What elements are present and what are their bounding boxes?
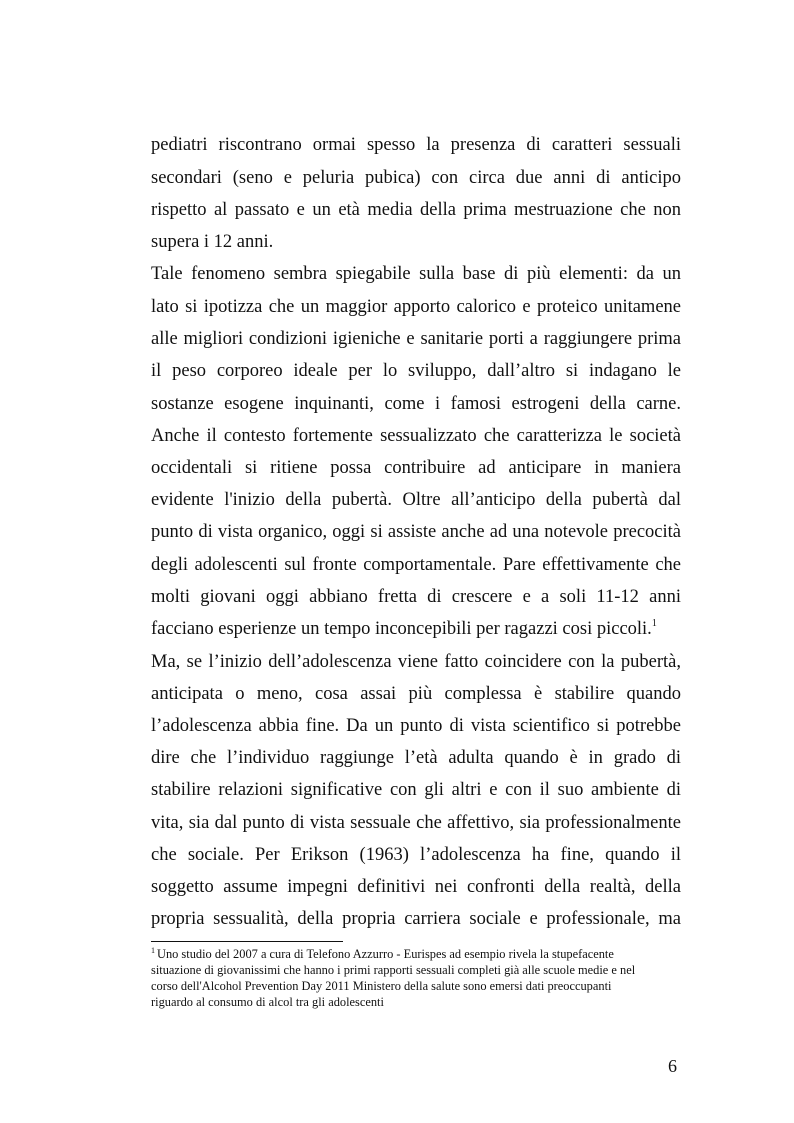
body-line: il peso corporeo ideale per lo sviluppo, dall’altro si indagano le (151, 361, 681, 381)
footnote-line (151, 946, 681, 962)
body-line-with-footnote-ref (151, 616, 681, 642)
body-line: soggetto assume impegni definitivi nei confronti della realtà, della (151, 877, 681, 897)
body-line: molti giovani oggi abbiano fretta di crescere e a soli 11-12 anni (151, 587, 681, 607)
body-line: punto di vista organico, oggi si assiste anche ad una notevole precocità (151, 522, 681, 542)
body-line: che sociale. Per Erikson (1963) l’adolescenza ha fine, quando il (151, 845, 681, 865)
body-line: anticipata o meno, cosa assai più complessa è stabilire quando (151, 684, 681, 704)
body-line: secondari (seno e peluria pubica) con circa due anni di anticipo (151, 168, 681, 188)
body-line: l’adolescenza abbia fine. Da un punto di vista scientifico si potrebbe (151, 716, 681, 736)
body-line: pediatri riscontrano ormai spesso la presenza di caratteri sessuali (151, 135, 681, 155)
body-line: dire che l’individuo raggiunge l’età adulta quando è in grado di (151, 748, 681, 768)
body-line: evidente l'inizio della pubertà. Oltre all’anticipo della pubertà dal (151, 490, 681, 510)
body-line: rispetto al passato e un età media della prima mestruazione che non (151, 200, 681, 220)
footnote-separator (151, 941, 343, 942)
body-line: propria sessualità, della propria carriera sociale e professionale, ma (151, 909, 681, 929)
footnote-line: riguardo al consumo di alcol tra gli adolescenti (151, 995, 384, 1009)
footnote-reference: 1 (651, 618, 657, 629)
body-line: lato si ipotizza che un maggior apporto calorico e proteico unitamene (151, 297, 681, 317)
body-line: sostanze esogene inquinanti, come i famosi estrogeni della carne. (151, 394, 681, 414)
body-line: stabilire relazioni significative con gli altri e con il suo ambiente di (151, 780, 681, 800)
page-number: 6 (668, 1056, 677, 1076)
body-line: alle migliori condizioni igieniche e sanitarie porti a raggiungere prima (151, 329, 681, 349)
footnote-text: Uno studio del 2007 a cura di Telefono Azzurro - Eurispes ad esempio rivela la stupefacente (157, 947, 614, 961)
body-line: occidentali si ritiene possa contribuire ad anticipare in maniera (151, 458, 681, 478)
body-line-text: facciano esperienze un tempo inconcepibili per ragazzi cosi piccoli. (151, 619, 652, 639)
body-line: Ma, se l’inizio dell’adolescenza viene fatto coincidere con la pubertà, (151, 652, 681, 672)
body-line: degli adolescenti sul fronte comportamentale. Pare effettivamente che (151, 555, 681, 575)
body-line: Tale fenomeno sembra spiegabile sulla base di più elementi: da un (151, 264, 681, 284)
body-line: Anche il contesto fortemente sessualizzato che caratterizza le società (151, 426, 681, 446)
body-line: vita, sia dal punto di vista sessuale che affettivo, sia professionalmente (151, 813, 681, 833)
footnote-line: corso dell'Alcohol Prevention Day 2011 Ministero della salute sono emersi dati preoccupanti (151, 979, 612, 993)
footnote-marker: 1 (151, 946, 155, 955)
body-line: supera i 12 anni. (151, 232, 274, 252)
footnote-line: situazione di giovanissimi che hanno i primi rapporti sessuali completi già alle scuole medie e nel (151, 963, 636, 977)
